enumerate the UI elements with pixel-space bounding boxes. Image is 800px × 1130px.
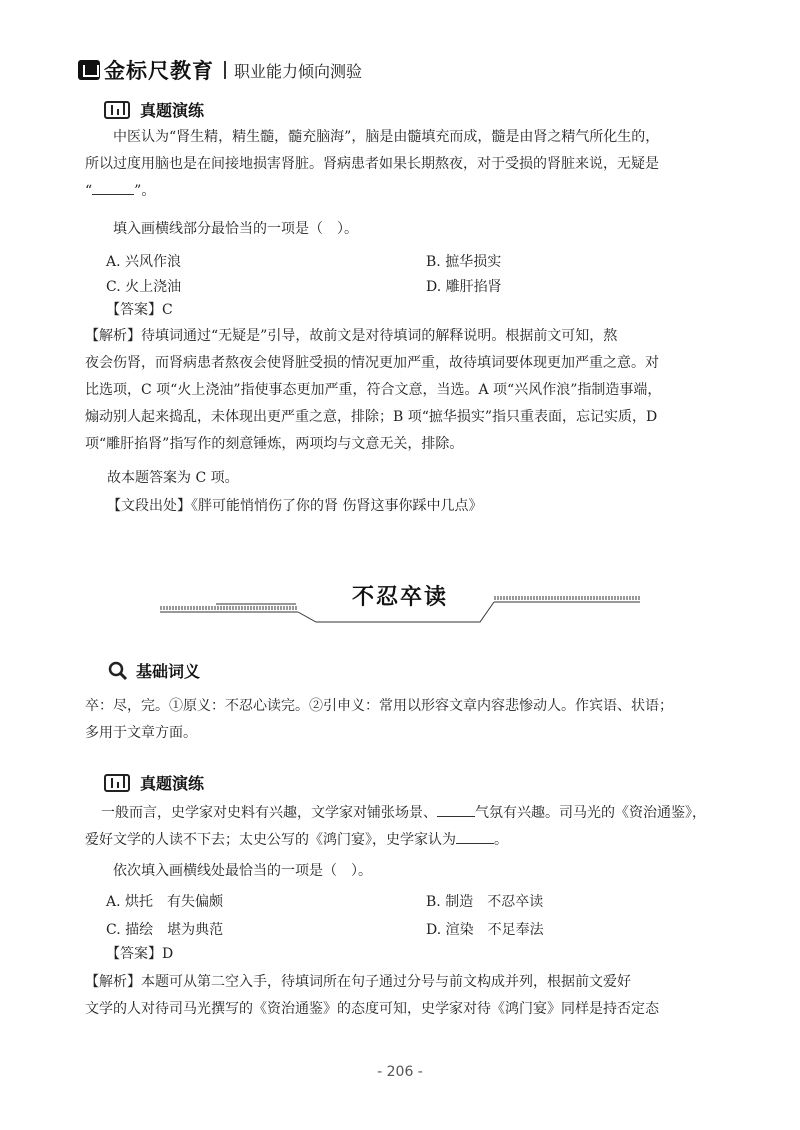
option-d: D. 渲染 不足奉法 — [426, 922, 544, 938]
word-meaning — [85, 693, 725, 747]
option-a: A. 兴风作浪 — [106, 254, 182, 270]
analysis-line: 文学的人对待司马光撰写的《资治通鉴》的态度可知，史学家对待《鸿门宴》同样是持否定态 — [85, 1001, 659, 1017]
section-heading-practice-2 — [104, 771, 204, 794]
conclusion-1: 故本题答案为 C 项。 — [107, 470, 239, 486]
equalizer-icon — [104, 774, 130, 792]
passage-line-blank: “ ”。 — [85, 178, 725, 205]
source-1: 【文段出处】《胖可能悄悄伤了你的肾 伤肾这事你踩中几点》 — [107, 498, 483, 514]
analysis-line: 【解析】本题可从第二空入手，待填词所在句子通过分号与前文构成并列，根据前文爱好 — [85, 974, 631, 990]
header-divider — [224, 61, 226, 79]
section-heading-label: 真题演练 — [140, 101, 205, 120]
option-c: C. 火上浇油 — [106, 279, 182, 295]
meaning-line: 卒：尽，完。①原义：不忍心读完。②引申义：常用以形容文章内容悲惨动人。作宾语、状语； — [85, 698, 673, 714]
analysis-line: 煽动别人起来捣乱，未体现出更严重之意，排除；B 项“摭华损实”指只重表面，忘记实质，D — [85, 409, 658, 425]
answer-2: 【答案】D — [106, 946, 174, 962]
passage-line: 中医认为“肾生精，精生髓，髓充脑海”，脑是由髓填充而成，髓是由肾之精气所化生的， — [113, 129, 660, 145]
option-a: A. 烘托 有失偏颇 — [106, 894, 224, 910]
option-c: C. 描绘 堪为典范 — [106, 922, 224, 938]
passage-line: 爱好文学的人读不下去；太史公写的《鸿门宴》，史学家认为 。 — [85, 827, 725, 854]
passage-1 — [85, 124, 725, 205]
analysis-line: 项“雕肝掐肾”指写作的刻意锤炼，两项均与文意无关，排除。 — [85, 436, 464, 452]
analysis-1 — [85, 323, 725, 458]
header-subtitle: 职业能力倾向测验 — [234, 61, 363, 81]
brand-logo-icon — [78, 60, 100, 80]
chapter-title: 不忍卒读 — [351, 584, 448, 610]
section-heading-label: 真题演练 — [140, 774, 205, 793]
meaning-line: 多用于文章方面。 — [85, 725, 197, 741]
section-heading-meaning — [108, 659, 200, 682]
brand-name: 金标尺教育 — [104, 59, 214, 83]
question-1: 填入画横线部分最恰当的一项是（ ）。 — [113, 221, 358, 237]
section-heading-practice-1 — [104, 98, 204, 121]
analysis-line: 夜会伤肾，而肾病患者熬夜会使肾脏受损的情况更加严重，故待填词要体现更加严重之意。对 — [85, 355, 659, 371]
brand-header — [78, 56, 362, 84]
equalizer-icon — [104, 101, 130, 119]
magnifier-icon — [108, 661, 128, 681]
answer-1: 【答案】C — [106, 302, 173, 318]
page-number: - 206 - — [377, 1064, 423, 1080]
option-b: B. 制造 不忍卒读 — [426, 894, 544, 910]
blank-line — [92, 180, 134, 195]
question-2: 依次填入画横线处最恰当的一项是（ ）。 — [113, 863, 372, 879]
analysis-line: 比选项，C 项“火上浇油”指使事态更加严重，符合文意，当选。A 项“兴风作浪”指制造事端， — [85, 382, 662, 398]
blank-line — [437, 802, 475, 817]
option-b: B. 摭华损实 — [426, 254, 502, 270]
option-d: D. 雕肝掐肾 — [426, 279, 502, 295]
section-heading-label: 基础词义 — [136, 662, 201, 681]
analysis-line: 【解析】待填词通过“无疑是”引导，故前文是对待填词的解释说明。根据前文可知，熬 — [85, 328, 618, 344]
passage-2 — [85, 800, 725, 854]
passage-line: 所以过度用脑也是在间接地损害肾脏。肾病患者如果长期熬夜，对于受损的肾脏来说，无疑是 — [85, 156, 659, 172]
passage-line: 一般而言，史学家对史料有兴趣，文学家对铺张场景、 气氛有兴趣。司马光的《资治通鉴》， — [85, 800, 725, 827]
blank-line — [456, 829, 494, 844]
analysis-2 — [85, 969, 725, 1023]
